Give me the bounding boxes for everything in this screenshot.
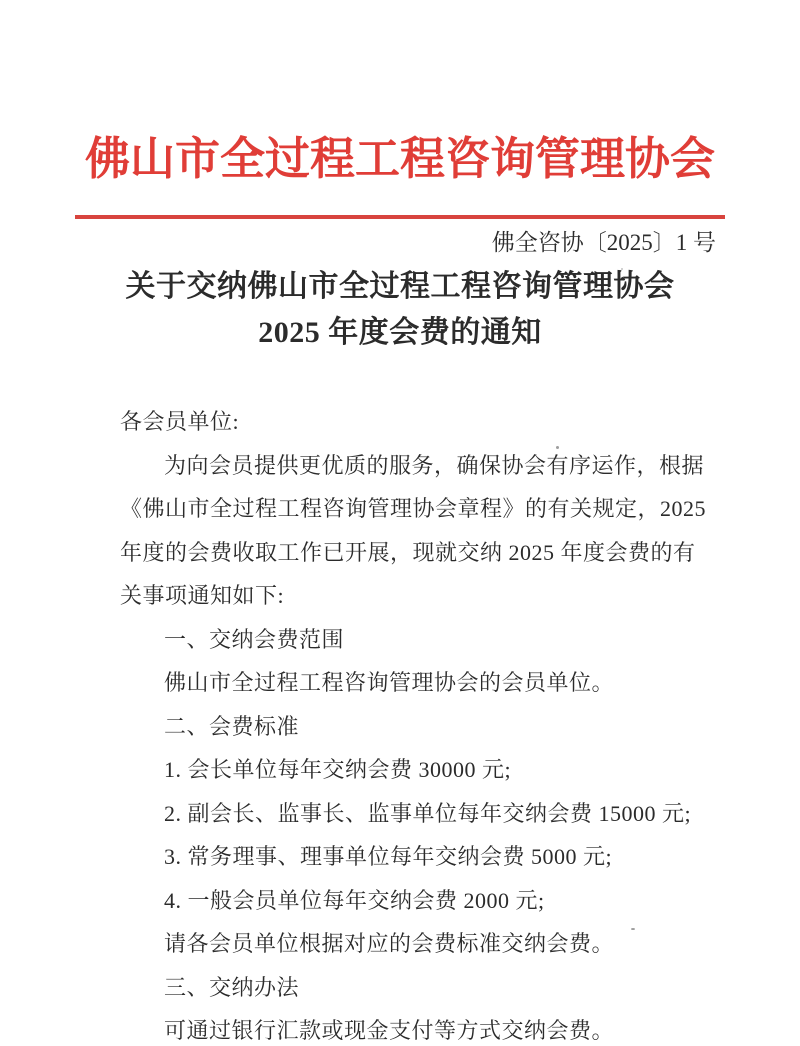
notice-title xyxy=(0,264,800,356)
intro-line-4: 关事项通知如下: xyxy=(120,583,285,608)
salutation: 各会员单位: xyxy=(120,409,240,434)
fee-item-4: 4. 一般会员单位每年交纳会费 2000 元; xyxy=(164,887,545,913)
section-2-heading: 二、会费标准 xyxy=(164,713,300,739)
fee-note: 请各会员单位根据对应的会费标准交纳会费。 xyxy=(164,931,615,956)
fee-item-1: 1. 会长单位每年交纳会费 30000 元; xyxy=(164,757,512,782)
red-divider-rule xyxy=(75,215,725,219)
section-1-body: 佛山市全过程工程咨询管理协会的会员单位。 xyxy=(164,670,615,695)
notice-title-line1: 关于交纳佛山市全过程工程咨询管理协会 xyxy=(125,270,675,303)
scan-speck xyxy=(556,446,559,449)
document-body xyxy=(120,400,707,1046)
scan-speck xyxy=(621,268,623,270)
scan-speck xyxy=(631,928,635,930)
fee-item-3: 3. 常务理事、理事单位每年交纳会费 5000 元; xyxy=(164,844,613,869)
notice-title-line2: 2025 年度会费的通知 xyxy=(258,316,542,349)
section-3-body: 可通过银行汇款或现金支付等方式交纳会费。 xyxy=(164,1018,615,1043)
section-3-heading: 三、交纳办法 xyxy=(164,974,300,1000)
doc-number: 佛全咨协〔2025〕1 号 xyxy=(491,230,716,255)
intro-line-2: 《佛山市全过程工程咨询管理协会章程》的有关规定，2025 xyxy=(120,496,707,521)
fee-item-2: 2. 副会长、监事长、监事单位每年交纳会费 15000 元; xyxy=(164,800,692,826)
section-1-heading: 一、交纳会费范围 xyxy=(164,626,345,652)
intro-line-1: 为向会员提供更优质的服务，确保协会有序运作，根据 xyxy=(164,452,705,478)
intro-line-3: 年度的会费收取工作已开展，现就交纳 2025 年度会费的有 xyxy=(120,539,696,565)
org-title: 佛山市全过程工程咨询管理协会 xyxy=(84,134,715,184)
